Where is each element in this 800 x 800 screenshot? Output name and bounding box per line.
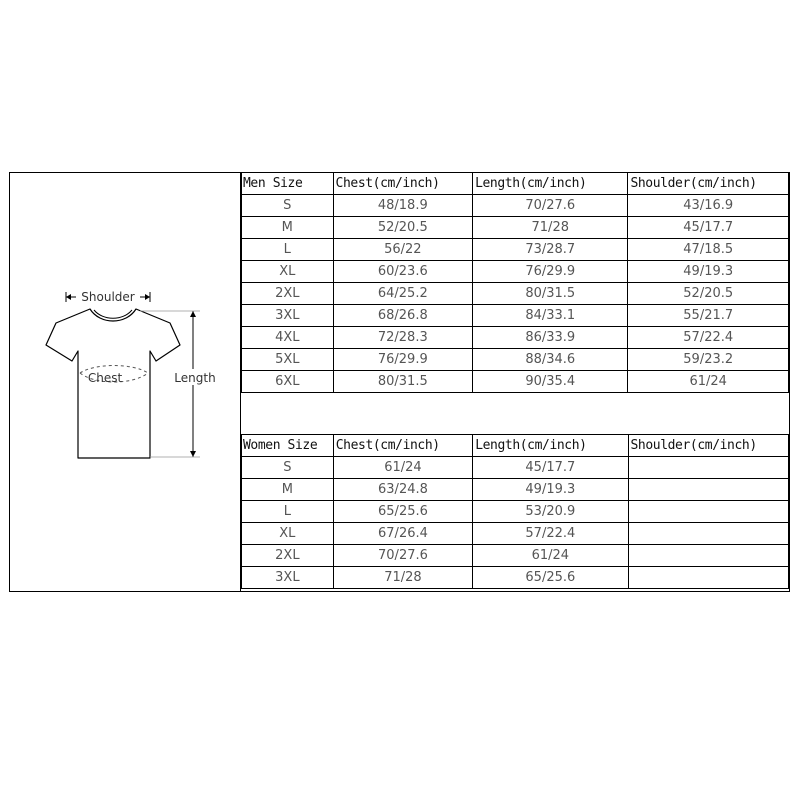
women-header-cell: Shoulder(cm/inch) <box>628 435 789 457</box>
women-table-cell: 67/26.4 <box>333 523 472 545</box>
women-header-row <box>242 435 789 457</box>
men-table-cell: 84/33.1 <box>473 305 628 327</box>
women-table-cell <box>628 457 789 479</box>
women-table-cell: 49/19.3 <box>473 479 628 501</box>
men-table-cell: 2XL <box>242 283 334 305</box>
women-table-row <box>242 501 789 523</box>
men-table-row <box>242 349 789 371</box>
men-table-cell: 45/17.7 <box>628 217 789 239</box>
men-table-cell: 47/18.5 <box>628 239 789 261</box>
women-table-cell: 63/24.8 <box>333 479 472 501</box>
men-table-cell: 52/20.5 <box>333 217 473 239</box>
men-header-cell: Shoulder(cm/inch) <box>628 173 789 195</box>
women-table-cell: 2XL <box>242 545 334 567</box>
women-header-cell: Women Size <box>242 435 334 457</box>
women-table-cell: 3XL <box>242 567 334 589</box>
men-table-cell: 86/33.9 <box>473 327 628 349</box>
men-table-cell: 57/22.4 <box>628 327 789 349</box>
women-table-cell: 71/28 <box>333 567 472 589</box>
women-table-cell: 61/24 <box>333 457 472 479</box>
women-table-cell: 53/20.9 <box>473 501 628 523</box>
men-table-cell: 72/28.3 <box>333 327 473 349</box>
men-header-cell: Men Size <box>242 173 334 195</box>
women-table-cell: 45/17.7 <box>473 457 628 479</box>
length-arrowhead-bottom <box>190 451 196 457</box>
men-table-row <box>242 195 789 217</box>
women-table-cell: L <box>242 501 334 523</box>
chest-label: Chest <box>87 371 123 385</box>
men-table-cell: 90/35.4 <box>473 371 628 393</box>
men-table-cell: 52/20.5 <box>628 283 789 305</box>
men-table-row <box>242 327 789 349</box>
men-table-cell: 88/34.6 <box>473 349 628 371</box>
women-table-row <box>242 457 789 479</box>
women-header-cell: Chest(cm/inch) <box>333 435 472 457</box>
size-chart-frame <box>9 172 790 592</box>
women-table-cell: XL <box>242 523 334 545</box>
length-arrowhead-top <box>190 311 196 317</box>
women-size-table-body <box>242 435 789 589</box>
shoulder-arrowhead-right <box>145 294 150 300</box>
men-table-cell: 55/21.7 <box>628 305 789 327</box>
men-table-row <box>242 283 789 305</box>
men-table-cell: 80/31.5 <box>333 371 473 393</box>
men-table-cell: 56/22 <box>333 239 473 261</box>
men-table-cell: M <box>242 217 334 239</box>
men-table-cell: 73/28.7 <box>473 239 628 261</box>
men-table-cell: 5XL <box>242 349 334 371</box>
women-table-cell: M <box>242 479 334 501</box>
men-table-cell: 71/28 <box>473 217 628 239</box>
women-table-cell <box>628 501 789 523</box>
men-table-cell: 43/16.9 <box>628 195 789 217</box>
women-table-cell: 65/25.6 <box>333 501 472 523</box>
women-table-cell <box>628 479 789 501</box>
men-table-cell: 59/23.2 <box>628 349 789 371</box>
men-table-cell: 3XL <box>242 305 334 327</box>
women-table-row <box>242 567 789 589</box>
women-table-cell <box>628 545 789 567</box>
men-table-cell: 80/31.5 <box>473 283 628 305</box>
women-table-cell: 65/25.6 <box>473 567 628 589</box>
women-table-cell <box>628 567 789 589</box>
shoulder-label: Shoulder <box>81 290 135 304</box>
men-table-cell: S <box>242 195 334 217</box>
men-table-cell: XL <box>242 261 334 283</box>
men-table-cell: 61/24 <box>628 371 789 393</box>
women-table-row <box>242 523 789 545</box>
men-table-row <box>242 261 789 283</box>
women-table-row <box>242 545 789 567</box>
men-size-table <box>241 172 789 393</box>
men-table-cell: 64/25.2 <box>333 283 473 305</box>
men-table-row <box>242 239 789 261</box>
shoulder-arrowhead-left <box>66 294 71 300</box>
men-table-cell: 49/19.3 <box>628 261 789 283</box>
men-table-cell: 68/26.8 <box>333 305 473 327</box>
women-header-cell: Length(cm/inch) <box>473 435 628 457</box>
women-table-row <box>242 479 789 501</box>
men-table-cell: 60/23.6 <box>333 261 473 283</box>
men-table-row <box>242 217 789 239</box>
tshirt-collar <box>94 310 132 318</box>
tshirt-measurement-diagram <box>10 173 241 591</box>
men-table-row <box>242 305 789 327</box>
women-table-cell <box>628 523 789 545</box>
women-table-cell: 57/22.4 <box>473 523 628 545</box>
men-table-cell: 76/29.9 <box>333 349 473 371</box>
length-label: Length <box>174 371 216 385</box>
men-table-cell: 6XL <box>242 371 334 393</box>
men-table-cell: 70/27.6 <box>473 195 628 217</box>
men-table-cell: 76/29.9 <box>473 261 628 283</box>
women-size-table <box>241 434 789 589</box>
men-header-row <box>242 173 789 195</box>
men-table-row <box>242 371 789 393</box>
men-table-cell: L <box>242 239 334 261</box>
men-table-cell: 48/18.9 <box>333 195 473 217</box>
women-table-cell: 61/24 <box>473 545 628 567</box>
men-size-table-body <box>242 173 789 393</box>
men-table-cell: 4XL <box>242 327 334 349</box>
men-header-cell: Length(cm/inch) <box>473 173 628 195</box>
men-header-cell: Chest(cm/inch) <box>333 173 473 195</box>
women-table-cell: 70/27.6 <box>333 545 472 567</box>
women-table-cell: S <box>242 457 334 479</box>
tshirt-diagram-svg <box>10 173 240 591</box>
